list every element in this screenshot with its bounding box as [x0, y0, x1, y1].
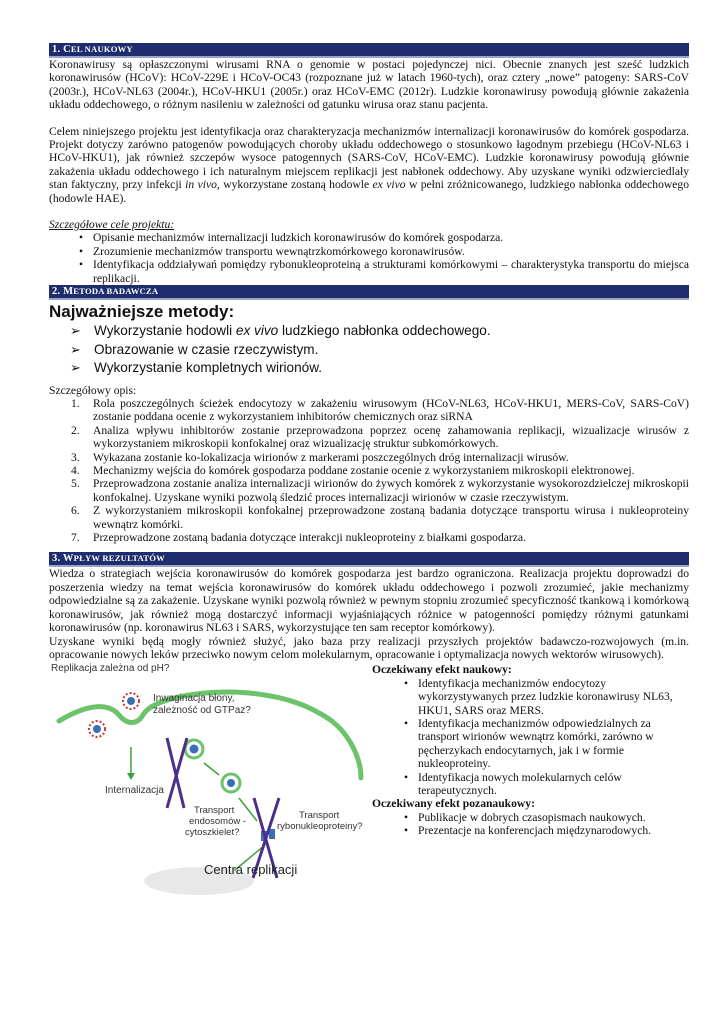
goal-item: • Opisanie mechanizmów internalizacji ludzkich koronawirusów do komórek gospodarza.	[93, 231, 689, 244]
goal-item: • Zrozumienie mechanizmów transportu wewnątrzkomórkowego koronawirusów.	[93, 245, 689, 258]
p2-italic-in-vivo: in vivo	[185, 178, 217, 192]
goal-item: • Identyfikacja oddziaływań pomiędzy rybonukleoproteiną a strukturami komórkowymi – charakterystyka transportu do miejsca replikacji.	[93, 258, 689, 285]
step-number: 1.	[71, 397, 80, 410]
step-text: Rola poszczególnych ścieżek endocytozy w zakażeniu wirusowym (HCoV-NL63, HCoV-HKU1, MERS-CoV, SARS-CoV) zostanie poddana ocenie z wykorzystaniem inhibitorów chemicznych oraz siRNA	[93, 397, 689, 424]
figure-label-invagination: Inwaginacja błony,	[153, 693, 235, 705]
step-number: 7.	[71, 531, 80, 545]
section-1-paragraph-2	[49, 125, 689, 205]
step-text: Przeprowadzona zostanie analiza internalizacji wirionów do żywych komórek z wykorzystanie wysokorozdzielczej mikroskopii konfokalnej. Uzyskane wyniki pozwolą śledzić proces internalizacji wirionów w czasie rzeczywistym.	[93, 477, 689, 504]
step-number: 2.	[71, 423, 80, 437]
figure-label-replication: Centra replikacji	[204, 862, 298, 878]
figure-label-endosomes: endosomów -	[189, 816, 247, 828]
virion-icon	[185, 740, 203, 758]
goals-list	[49, 231, 689, 285]
step-item	[71, 504, 689, 531]
step-number: 6.	[71, 504, 80, 518]
internalization-diagram	[49, 663, 369, 903]
figure-label-cytoskeleton: cytoszkielet?	[185, 827, 240, 839]
scientific-effect-title: Oczekiwany efekt naukowy:	[372, 663, 512, 677]
p2-part-b: , wykorzystane zostaną hodowle	[216, 178, 373, 192]
section-2-title: ETODA BADAWCZA	[73, 286, 159, 297]
section-3-title-initial: W	[62, 553, 74, 565]
effect-item: • Identyfikacja nowych molekularnych celów terapeutycznych.	[418, 771, 689, 798]
effect-item: • Prezentacje na konferencjach międzynarodowych.	[418, 824, 689, 837]
section-1-title-initial: C	[63, 44, 71, 55]
section-1-title: EL NAUKOWY	[70, 44, 133, 54]
nonscientific-effect-title: Oczekiwany efekt pozanaukowy:	[372, 797, 535, 811]
section-1-paragraph-1: Koronawirusy są opłaszczonymi wirusami RNA o genomie w postaci pojedynczej nici. Obecnie znanych jest sześć ludzkich koronawirusów (HCoV): HCoV-229E i HCoV-OC43 (rozpoznane już w latach 1960-tych), oraz cztery „nowe” patogeny: SARS-CoV (2003r.), HCoV-NL63 (2004r.), HCoV-HKU1 (2005r.) oraz HCoV-EMC (2012r). Ludzkie koronawirusy powodują głównie zakażenia układu oddechowego, o różnym nasileniu w zależności od gatunku wirusa oraz stanu pacjenta.	[49, 58, 689, 112]
section-1-header	[49, 43, 689, 58]
detailed-goals-label: Szczegółowe cele projektu:	[49, 218, 175, 232]
endosome-icon	[222, 774, 240, 792]
main-methods-title: Najważniejsze metody:	[49, 302, 235, 322]
arrow-head	[127, 773, 135, 780]
section-3-header	[49, 552, 689, 567]
effect-item: • Identyfikacja mechanizmów endocytozy wykorzystywanych przez ludzkie koronawirusy NL63, HKU1, SARS oraz MERS.	[418, 677, 689, 717]
step-item	[71, 477, 689, 504]
step-text: Z wykorzystaniem mikroskopii konfokalnej przeprowadzone zostaną badania dotyczące transportu wirusa i nukleoproteiny wewnątrz komórki.	[93, 504, 689, 531]
results-two-column	[49, 661, 689, 981]
scientific-effects-list	[372, 677, 689, 798]
figure-label-gtpase: zależność od GTPaz?	[153, 705, 251, 717]
section-2-title-initial: M	[63, 286, 74, 298]
figure-label-transport-2: Transport	[299, 810, 340, 822]
step-text: Mechanizmy wejścia do komórek gospodarza poddane zostanie ocenie z wykorzystaniem mikroskopii elektronowej.	[93, 464, 635, 478]
step-item	[71, 450, 689, 464]
step-item	[71, 397, 689, 424]
virion-icon	[123, 693, 139, 709]
section-3-paragraph-1: Wiedza o strategiach wejścia koronawirusów do komórek gospodarza jest bardzo ograniczona. Realizacja projektu doprowadzi do poszerzenia wiedzy na temat wejścia koronawirusów do komórek układu oddechowego i pozwoli zrozumieć, jakie mechanizmy odpowiedzialne są za zakażenie. Uzyskane wyniki pozwolą również w pewnym stopniu zrozumieć specyficzność tkankową i komórkową koronawirusów, jak również mogą dostarczyć informacji wyjaśniających różnice w patogenności pomiędzy różnymi gatunkami koronawirusów (np. koronawirus NL63 i SARS, wykorzystujące ten sam receptor komórkowy).	[49, 567, 689, 635]
section-2-number: 2.	[52, 286, 64, 298]
methods-list	[49, 322, 689, 378]
step-number: 3.	[71, 450, 80, 464]
step-number: 4.	[71, 464, 80, 478]
section-3-title: PŁYW REZULTATÓW	[73, 553, 165, 564]
p2-italic-ex-vivo: ex vivo	[372, 178, 406, 192]
method-1-a: Wykorzystanie hodowli	[94, 323, 236, 339]
arrow-diag	[204, 763, 219, 775]
step-item	[71, 464, 689, 478]
section-3-paragraph-2: Uzyskane wyniki będą mogły również służyć, jako baza przy realizacji przyszłych projektów badawczo-rozwojowych (m.in. opracowanie nowych leków przeciwko nowym celom molekularnym, opracowanie i optymalizacja nowych wektorów wirusowych).	[49, 634, 689, 661]
step-item	[71, 423, 689, 451]
method-1-b: ludzkiego nabłonka oddechowego.	[278, 323, 491, 339]
method-1-italic: ex vivo	[235, 323, 279, 339]
section-1-number: 1.	[52, 44, 64, 55]
p2-part-c: w pełni zróżnicowanego, ludzkiego nabłonka oddechowego (hodowle HAE).	[49, 178, 689, 205]
figure-label-internalization: Internalizacja	[105, 785, 164, 797]
steps-list	[49, 397, 689, 544]
method-item	[94, 322, 689, 341]
section-3-number: 3.	[52, 553, 63, 565]
figure-label-transport-1: Transport	[194, 805, 235, 817]
step-text: Analiza wpływu inhibitorów zostanie przeprowadzona poprzez ocenę zahamowania replikacji, wizualizacje wirusów z wykorzystaniem mikroskopii konfokalnej oraz wizualizację struktur subkomórkowych.	[93, 423, 689, 451]
virion-icon	[89, 721, 105, 737]
step-item	[71, 531, 689, 545]
p2-part-a: Celem niniejszego projektu jest identyfikacja oraz charakteryzacja mechanizmów internalizacji koronawirusów do komórek gospodarza. Projekt dotyczy zarówno patogenów powodujących choroby układu oddechowego o stosunkowo łagodnym przebiegu (HCoV-NL63 i HCoV-HKU1), jak również szczepów wysoce patogennych (SARS-CoV, HCoV-EMC). Ludzkie koronawirusy powodują głównie zakażenia układu oddechowego i ich naturalnym miejscem replikacji jest nabłonek oddechowy. Aby uzyskane wyniki odzwierciedlały stan faktyczny, przy infekcji	[49, 124, 689, 192]
method-item: ➢ Wykorzystanie kompletnych wirionów.	[94, 359, 689, 378]
step-number: 5.	[71, 477, 80, 491]
method-item: ➢ Obrazowanie w czasie rzeczywistym.	[94, 341, 689, 360]
step-text: Przeprowadzone zostaną badania dotyczące interakcji nukleoproteiny z białkami gospodarza.	[93, 531, 526, 545]
effect-item: • Publikacje w dobrych czasopismach naukowych.	[418, 811, 689, 824]
effect-item: • Identyfikacja mechanizmów odpowiedzialnych za transport wirionów wewnątrz komórki, zarówno w pęcherzykach endocytarnych, jak i w formie nukleoproteiny.	[418, 717, 689, 771]
detail-label: Szczegółowy opis:	[49, 383, 137, 397]
figure-label-rnp: rybonukleoproteiny?	[277, 821, 363, 833]
expected-effects	[372, 663, 689, 837]
step-text: Wykazana zostanie ko-lokalizacja wirionów z markerami poszczególnych dróg internalizacji wirusów.	[93, 450, 569, 464]
section-2-header	[49, 285, 689, 300]
figure-label-ph: Replikacja zależna od pH?	[51, 663, 170, 675]
nonscientific-effects-list	[372, 811, 689, 838]
